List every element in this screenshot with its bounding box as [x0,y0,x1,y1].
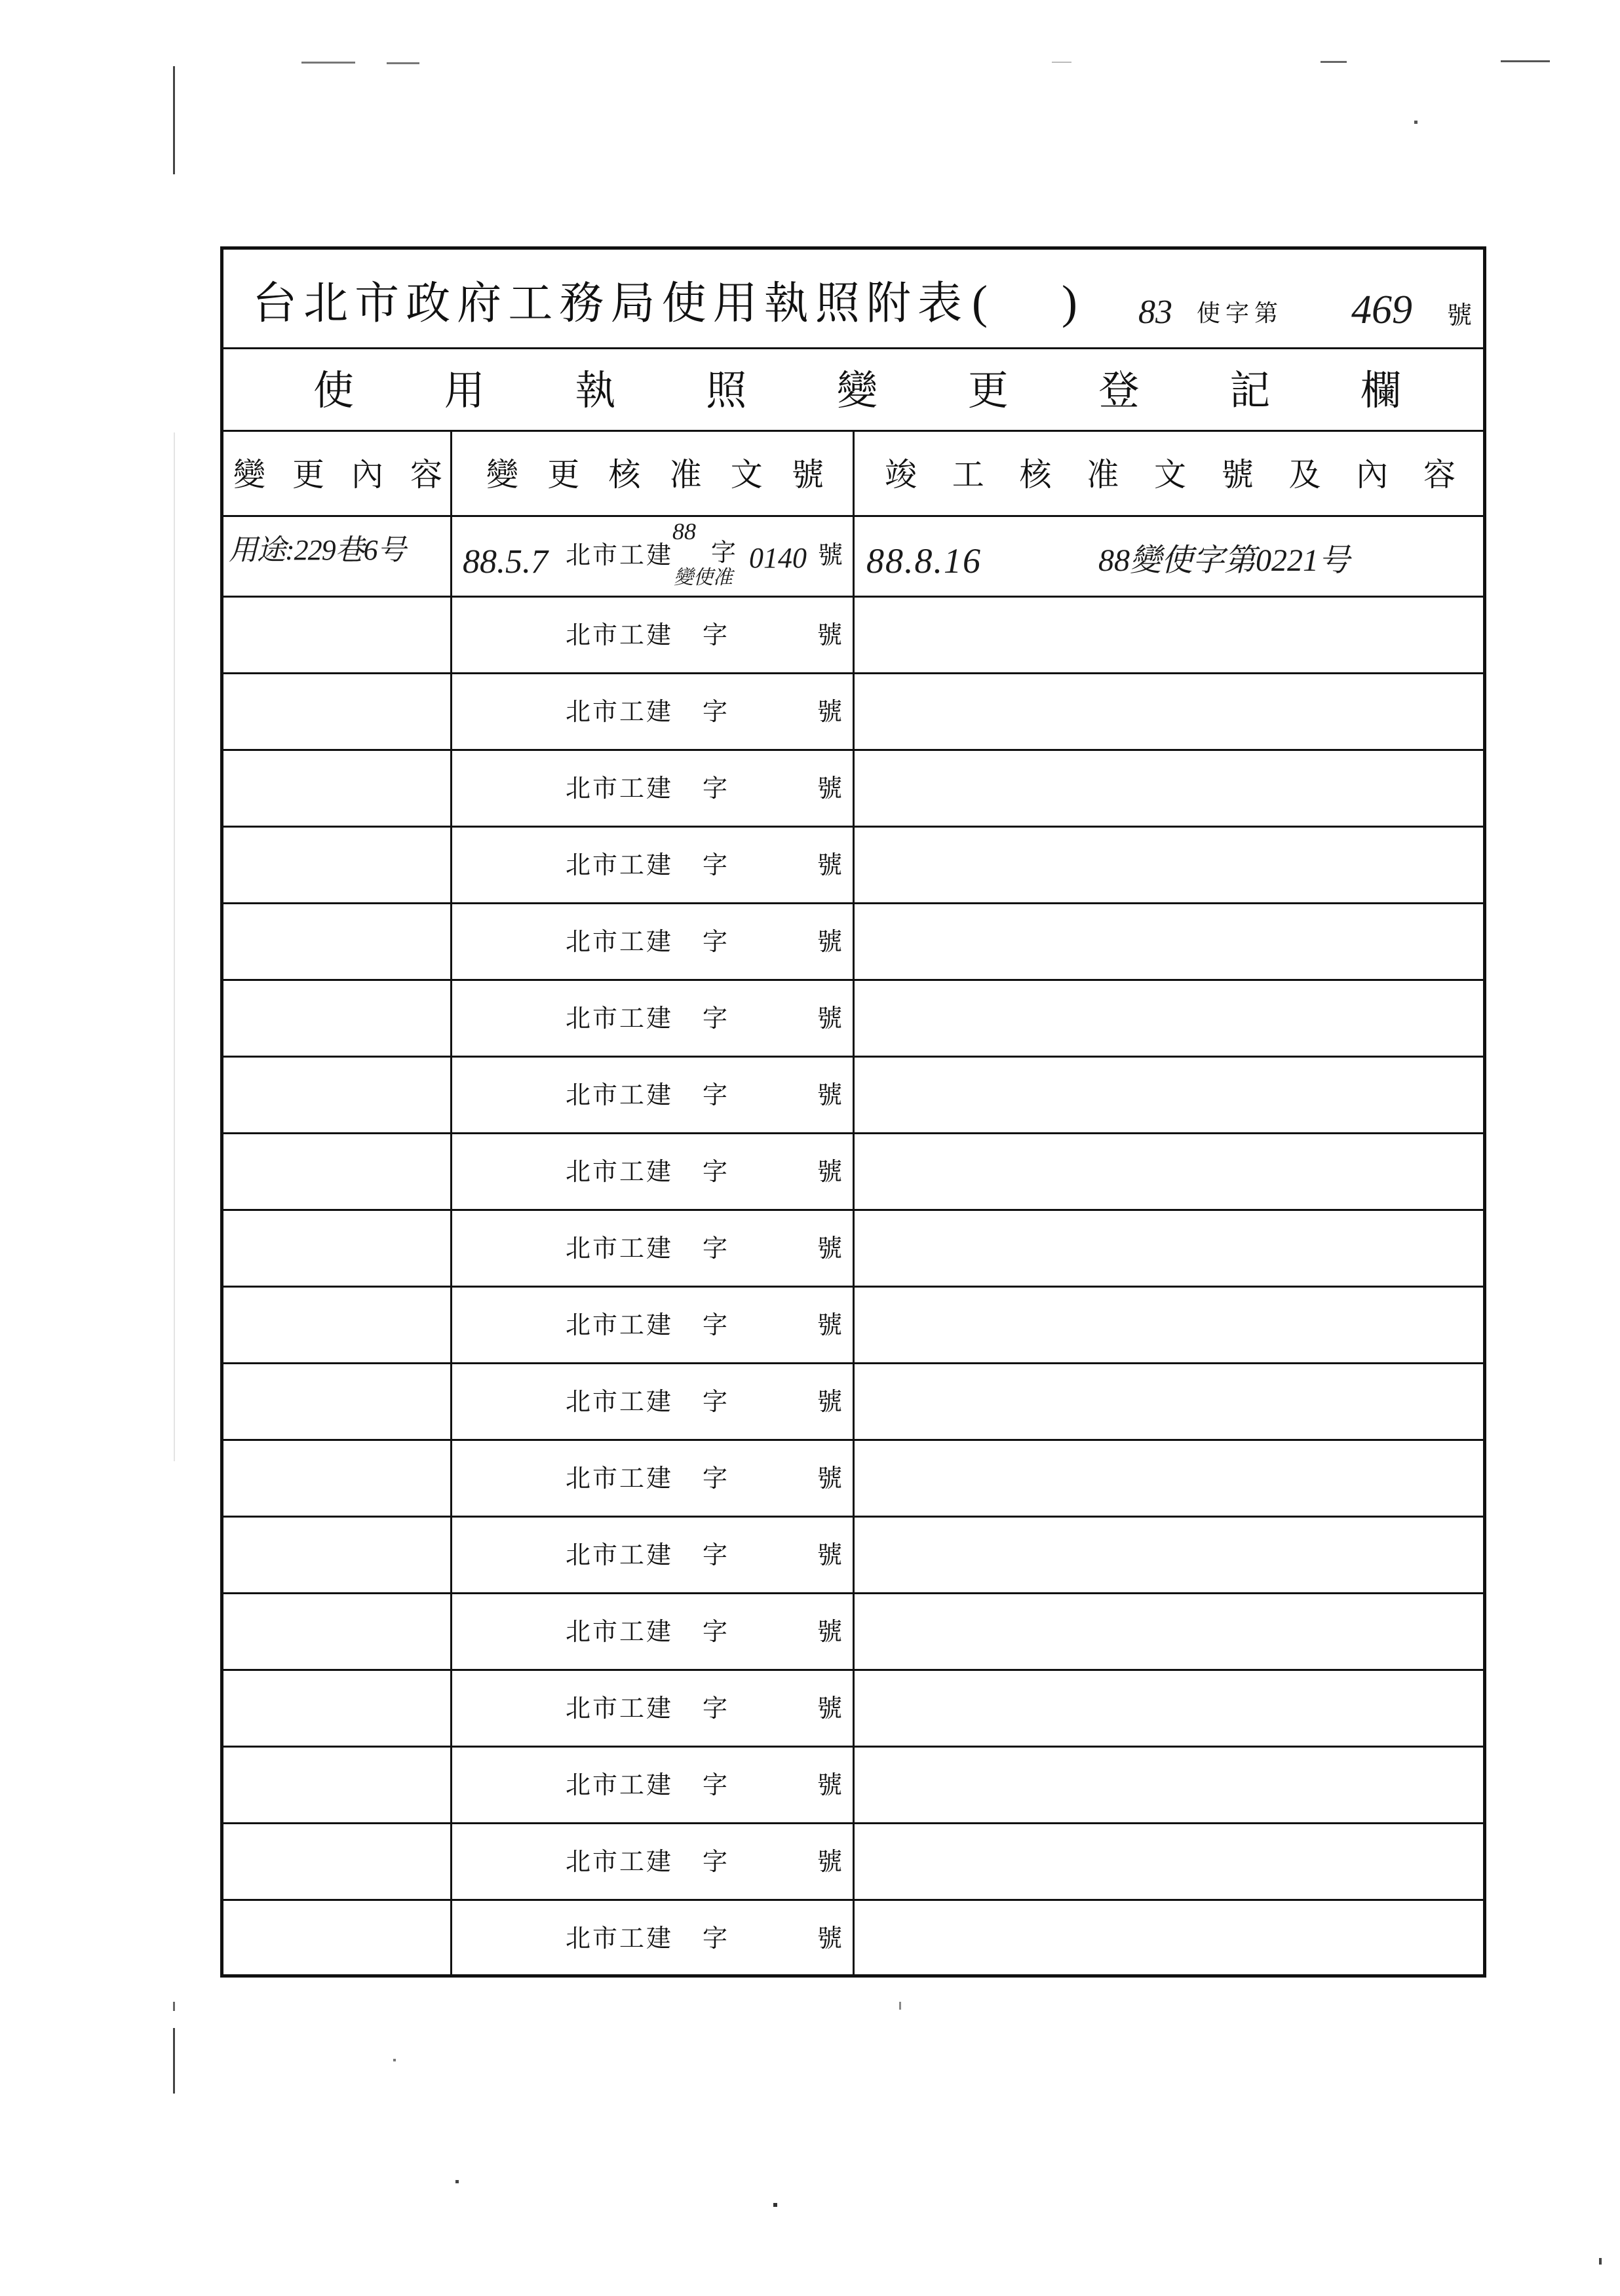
change-content-cell [223,1824,452,1899]
completion-cell [855,517,1483,596]
change-content-cell [223,1211,452,1286]
approval-zi: 字 [703,1157,728,1186]
change-content-cell [223,1058,452,1132]
change-approval-cell [452,1134,855,1209]
change-content-value: 用途:229巷6号 [229,534,406,566]
scan-mark [387,62,419,64]
approval-prefix: 北市工建 [566,774,674,803]
change-content-cell [223,1901,452,1978]
change-approval-cell [452,1594,855,1669]
approval-prefix: 北市工建 [566,1004,674,1033]
approval-zi: 字 [703,1540,728,1569]
approval-zi: 字 [703,1311,728,1339]
approval-zi: 字 [703,927,728,956]
approval-zi: 字 [703,1004,728,1033]
change-content-cell [223,904,452,979]
change-content-cell [223,598,452,672]
approval-zi: 字 [703,621,728,649]
completion-cell [855,1901,1483,1978]
approval-prefix: 北市工建 [566,1694,674,1723]
title-paren-close: ) [1062,276,1077,328]
approval-hao: 號 [817,1234,843,1263]
entry-row [223,1441,1483,1518]
approval-hao: 號 [817,1464,843,1493]
change-content-cell [223,1748,452,1822]
change-approval-cell [452,1824,855,1899]
column-header-completion-approval: 竣工核准文號及內容 [885,456,1456,493]
approval-hao: 號 [817,697,843,726]
completion-cell [855,828,1483,902]
scan-mark [1052,62,1071,63]
entry-row [223,1058,1483,1134]
change-approval-cell [452,517,855,596]
entry-row [223,828,1483,904]
approval-zi: 字 [703,1387,728,1416]
entry-row [223,1824,1483,1901]
change-approval-cell [452,828,855,902]
section-heading-row [223,349,1483,432]
completion-cell [855,1748,1483,1822]
completion-cell [855,1364,1483,1439]
scan-mark [173,66,175,174]
change-content-cell [223,1518,452,1592]
change-content-cell [223,1441,452,1516]
column-header-change-content: 變更內容 [233,456,442,493]
scan-mark [173,2028,175,2094]
change-approval-cell [452,674,855,749]
approval-prefix: 北市工建 [566,1157,674,1186]
entry-row [223,1364,1483,1441]
approval-prefix: 北市工建 [566,541,674,569]
change-approval-cell [452,751,855,826]
entry-row [223,1901,1483,1978]
permit-number: 469 [1351,288,1412,332]
completion-date: 88.8.16 [866,541,982,581]
change-approval-cell [452,1671,855,1746]
column-header-change-approval: 變更核准文號 [486,456,824,493]
completion-cell [855,1288,1483,1362]
approval-hao: 號 [817,1387,843,1416]
approval-hao: 號 [817,621,843,649]
entry-row [223,674,1483,751]
change-approval-cell [452,1288,855,1362]
approval-prefix: 北市工建 [566,1234,674,1263]
change-approval-cell [452,1211,855,1286]
title-paren-open: ( [972,276,988,328]
scan-mark [455,2180,459,2183]
approval-prefix: 北市工建 [566,851,674,879]
completion-cell [855,674,1483,749]
approval-prefix: 北市工建 [566,1617,674,1646]
scan-mark [773,2203,777,2207]
approval-hao: 號 [817,851,843,879]
completion-cell [855,1671,1483,1746]
completion-number: 88變使字第0221号 [1098,543,1351,578]
approval-zi: 字 [703,697,728,726]
approval-hao: 號 [817,1004,843,1033]
permit-suffix-label: 號 [1447,301,1473,330]
scan-mark [1414,121,1418,124]
entry-row [223,751,1483,828]
scan-mark [1321,61,1347,63]
completion-cell [855,904,1483,979]
scan-mark [174,432,175,1461]
approval-zi: 字 [703,1694,728,1723]
change-content-cell [223,1594,452,1669]
completion-cell [855,1824,1483,1899]
permit-year: 83 [1138,294,1172,331]
completion-cell [855,1518,1483,1592]
change-content-cell [223,828,452,902]
change-approval-cell [452,904,855,979]
approval-prefix: 北市工建 [566,1387,674,1416]
approval-prefix: 北市工建 [566,1081,674,1109]
permit-word-label: 使字第 [1197,300,1284,327]
approval-zi: 字 [703,1464,728,1493]
usage-permit-attachment-form [220,246,1486,1978]
change-content-cell [223,751,452,826]
entry-row-filled [223,517,1483,598]
scan-mark [899,2002,901,2010]
approval-hao: 號 [817,1694,843,1723]
completion-cell [855,1134,1483,1209]
approval-prefix: 北市工建 [566,1540,674,1569]
approval-date: 88.5.7 [463,543,548,581]
column-header-cell [452,432,855,515]
approval-prefix: 北市工建 [566,1311,674,1339]
approval-hao: 號 [817,1617,843,1646]
change-content-cell [223,981,452,1056]
column-header-row [223,432,1483,517]
entry-row [223,904,1483,981]
approval-zi: 字 [703,1081,728,1109]
approval-zi: 字 [703,1770,728,1799]
change-approval-cell [452,1441,855,1516]
approval-prefix: 北市工建 [566,1770,674,1799]
approval-hao: 號 [817,774,843,803]
approval-prefix: 北市工建 [566,621,674,649]
approval-zi: 字 [711,538,737,567]
change-approval-cell [452,981,855,1056]
entry-row [223,1594,1483,1671]
scan-mark [173,2002,175,2011]
scan-mark [393,2059,396,2061]
change-content-cell [223,1134,452,1209]
approval-zi: 字 [703,1847,728,1876]
approval-type: 變使准 [674,567,733,588]
approval-hao: 號 [817,1311,843,1339]
column-header-cell [855,432,1483,515]
approval-hao: 號 [817,1924,843,1953]
change-approval-cell [452,1058,855,1132]
change-content-cell [223,1364,452,1439]
approval-hao: 號 [817,927,843,956]
completion-cell [855,1211,1483,1286]
approval-hao: 號 [817,1847,843,1876]
completion-cell [855,1058,1483,1132]
approval-hao: 號 [817,1157,843,1186]
entry-row [223,1211,1483,1288]
completion-cell [855,1441,1483,1516]
change-content-cell [223,517,452,596]
entry-row [223,1134,1483,1211]
section-heading: 使用執照變更登記欄 [313,366,1401,414]
scan-mark [1501,60,1550,62]
completion-cell [855,981,1483,1056]
entry-row [223,1518,1483,1594]
approval-hao: 號 [818,541,843,569]
completion-cell [855,598,1483,672]
change-approval-cell [452,1901,855,1978]
entry-row [223,598,1483,674]
change-approval-cell [452,1364,855,1439]
approval-number: 0140 [749,542,807,574]
approval-year: 88 [672,518,696,545]
approval-hao: 號 [817,1081,843,1109]
approval-prefix: 北市工建 [566,1464,674,1493]
change-content-cell [223,1671,452,1746]
entry-row [223,981,1483,1058]
entry-row [223,1671,1483,1748]
approval-prefix: 北市工建 [566,697,674,726]
change-approval-cell [452,1518,855,1592]
change-approval-cell [452,598,855,672]
column-header-cell [223,432,452,515]
completion-cell [855,1594,1483,1669]
entry-row [223,1748,1483,1824]
blank-entry-rows [223,598,1483,1978]
approval-zi: 字 [703,1234,728,1263]
approval-prefix: 北市工建 [566,1847,674,1876]
approval-zi: 字 [703,1617,728,1646]
scan-mark [301,62,355,64]
approval-hao: 號 [817,1540,843,1569]
approval-zi: 字 [703,1924,728,1953]
form-title: 台北市政府工務局使用執照附表 [252,278,962,330]
approval-zi: 字 [703,774,728,803]
scan-mark [1599,2258,1602,2265]
change-approval-cell [452,1748,855,1822]
approval-hao: 號 [817,1770,843,1799]
change-content-cell [223,674,452,749]
entry-row [223,1288,1483,1364]
completion-cell [855,751,1483,826]
form-title-row [223,250,1483,349]
approval-zi: 字 [703,851,728,879]
approval-prefix: 北市工建 [566,927,674,956]
change-content-cell [223,1288,452,1362]
approval-prefix: 北市工建 [566,1924,674,1953]
